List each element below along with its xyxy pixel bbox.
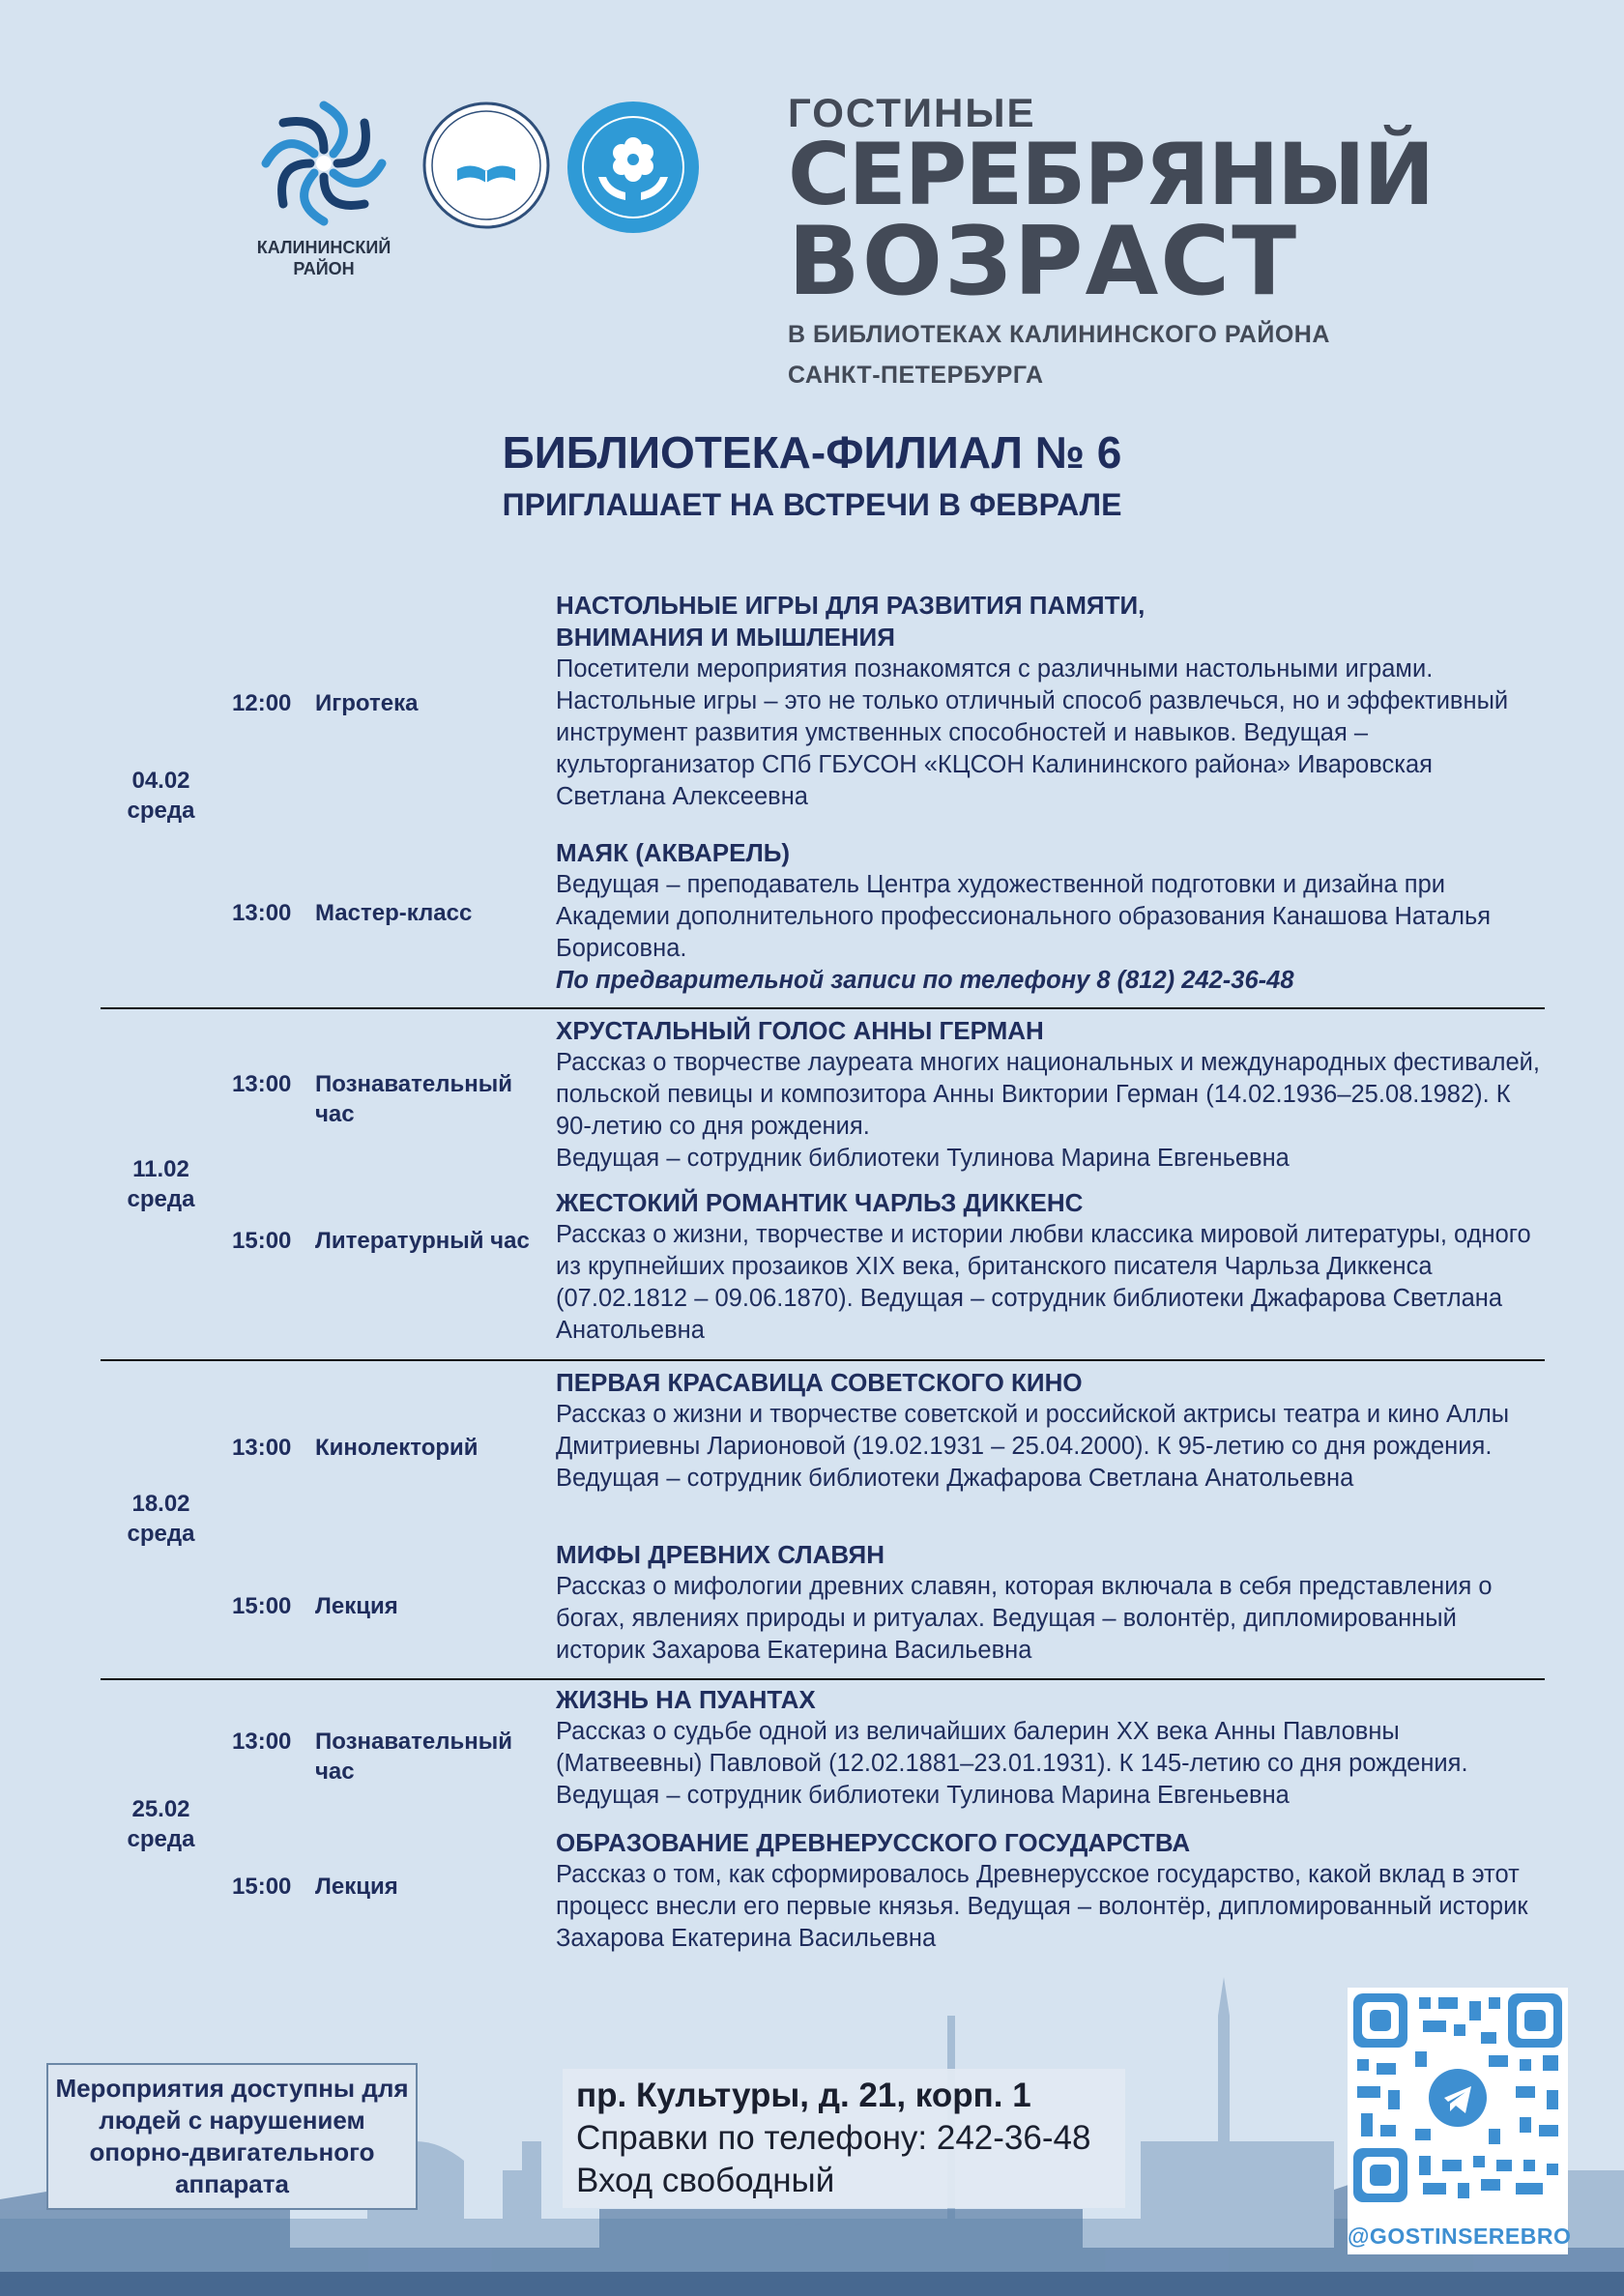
event-description: Рассказ о судьбе одной из величайших балерин XX века Анны Павловны (Матвеевны) Павловой (12.02.1881–23.01.1931). К 145-летию со дня рождения. Ведущая – сотрудник библиотеки Тулинова Марина Евгеньевна — [556, 1718, 1468, 1809]
address-box — [563, 2069, 1125, 2208]
district-caption-line1: КАЛИНИНСКИЙ — [256, 238, 392, 257]
event-time: 13:00 — [232, 1729, 292, 1755]
day-weekday: среда — [127, 798, 195, 824]
event-title: ПЕРВАЯ КРАСАВИЦА СОВЕТСКОГО КИНО — [556, 1368, 1083, 1397]
brand-line-3: ВОЗРАСТ — [788, 207, 1299, 317]
event-description: Рассказ о том, как сформировалось Древнерусское государство, какой вклад в этот процесс внесли его первые князья. Ведущая – волонтёр, дипломированный историк Захарова Екатерина Васильевна — [556, 1861, 1528, 1952]
cbs-library-logo — [420, 100, 552, 236]
event-time: 13:00 — [232, 1435, 292, 1461]
qr-code-icon — [1353, 1993, 1562, 2202]
phone-text: Справки по телефону: 242-36-48 — [576, 2119, 1091, 2157]
day-weekday: среда — [127, 1521, 195, 1547]
event-time: 15:00 — [232, 1874, 292, 1900]
kalininsky-district-logo — [246, 92, 401, 285]
event-description: Посетители мероприятия познакомятся с различными настольными играми. Настольные игры – это не только отличный способ развлечься, но и эффективный инструмент развития умственных способностей и навыков. Ведущая – культорганизатор СПб ГБУСОН «КЦСОН Калининского района» Иваровская Светлана Алексеевна — [556, 655, 1509, 810]
page-title — [0, 425, 1624, 526]
event-title: ЖЕСТОКИЙ РОМАНТИК ЧАРЛЬЗ ДИККЕНС — [556, 1188, 1084, 1217]
event-item — [101, 1535, 1545, 1667]
event-type: Игротека — [315, 690, 419, 716]
event-item — [101, 582, 1545, 824]
event-type: Кинолекторий — [315, 1435, 478, 1461]
event-schedule — [101, 582, 1545, 1968]
day-date-value: 11.02 — [132, 1156, 189, 1182]
event-description: Рассказ о мифологии древних славян, которая включала в себя представления о богах, явлениях природы и ритуалах. Ведущая – волонтёр, дипломированный историк Захарова Екатерина Васильевна — [556, 1573, 1493, 1664]
event-description: Рассказ о жизни, творчестве и истории любви классика мировой литературы, одного из крупнейших прозаиков XIX века, британского писателя Чарльза Диккенса (07.02.1812 – 09.06.1870). Ведущая – сотрудник библиотеки Джафарова Светлана Анатольевна — [556, 1221, 1531, 1344]
event-registration-note: По предварительной записи по телефону 8 (812) 242-36-48 — [556, 967, 1294, 994]
brand-line-4: В БИБЛИОТЕКАХ КАЛИНИНСКОГО РАЙОНА — [788, 321, 1330, 348]
district-caption-line2: РАЙОН — [293, 259, 355, 278]
event-title: НАСТОЛЬНЫЕ ИГРЫ ДЛЯ РАЗВИТИЯ ПАМЯТИ, ВНИМАНИЯ И МЫШЛЕНИЯ — [556, 591, 1146, 652]
event-description: Рассказ о творчестве лауреата многих национальных и международных фестивалей, польской певицы и композитора Анны Виктории Герман (14.02.1936–25.08.1982). К 90-летию со дня рождения. Ведущая – сотрудник библиотеки Тулинова Марина Евгеньевна — [556, 1049, 1540, 1172]
schedule-day — [101, 1007, 1545, 1359]
event-description: Ведущая – преподаватель Центра художественной подготовки и дизайна при Академии дополнительного профессионального образования Канашова Наталья Борисовна. — [556, 871, 1492, 962]
page-title-main: БИБЛИОТЕКА-ФИЛИАЛ № 6 — [502, 427, 1122, 478]
day-date-value: 18.02 — [131, 1491, 190, 1517]
entry-text: Вход свободный — [576, 2162, 835, 2199]
event-title: ХРУСТАЛЬНЫЙ ГОЛОС АННЫ ГЕРМАН — [556, 1016, 1044, 1045]
event-title: ОБРАЗОВАНИЕ ДРЕВНЕРУССКОГО ГОСУДАРСТВА — [556, 1828, 1191, 1857]
event-title: ЖИЗНЬ НА ПУАНТАХ — [556, 1685, 816, 1714]
event-item — [101, 1183, 1545, 1347]
hands-flower-icon — [566, 100, 701, 235]
day-date-value: 04.02 — [131, 768, 190, 794]
event-type: Литературный час — [315, 1228, 530, 1254]
brand-line-5: САНКТ-ПЕТЕРБУРГА — [788, 362, 1044, 389]
qr-code[interactable] — [1348, 1988, 1572, 2254]
event-type: Лекция — [315, 1874, 398, 1900]
event-time: 15:00 — [232, 1593, 292, 1619]
page-title-sub: ПРИГЛАШАЕТ НА ВСТРЕЧИ В ФЕВРАЛЕ — [502, 487, 1122, 522]
district-emblem-icon — [256, 96, 392, 231]
address-text: пр. Культуры, д. 21, корп. 1 — [576, 2077, 1031, 2114]
brand-line-1: ГОСТИНЫЕ — [788, 90, 1036, 135]
accessibility-notice: Мероприятия доступны для людей с нарушением опорно-двигательного аппарата — [46, 2063, 418, 2210]
event-title: МАЯК (АКВАРЕЛЬ) — [556, 838, 791, 867]
event-type: Познавательный час — [315, 1071, 512, 1127]
event-type: Познавательный час — [315, 1729, 512, 1785]
schedule-day — [101, 582, 1545, 1007]
day-date-value: 25.02 — [131, 1796, 190, 1822]
gostinye-brand-logo — [788, 90, 1434, 392]
event-title: МИФЫ ДРЕВНИХ СЛАВЯН — [556, 1540, 884, 1569]
event-time: 13:00 — [232, 1071, 292, 1097]
schedule-day — [101, 1359, 1545, 1678]
library-book-icon — [420, 100, 552, 231]
day-weekday: среда — [127, 1186, 195, 1212]
schedule-day — [101, 1678, 1545, 1968]
event-item — [101, 824, 1545, 997]
event-item — [101, 1680, 1545, 1823]
event-item — [101, 1009, 1545, 1183]
event-time: 13:00 — [232, 900, 292, 926]
event-type: Лекция — [315, 1593, 398, 1619]
brand-line-2: СЕРЕБРЯНЫЙ — [788, 125, 1434, 224]
day-weekday: среда — [127, 1826, 195, 1852]
event-time: 12:00 — [232, 690, 292, 716]
event-description: Рассказ о жизни и творчестве советской и российской актрисы театра и кино Аллы Дмитриевны Ларионовой (19.02.1931 – 25.04.2000). К 95-летию со дня рождения. Ведущая – сотрудник библиотеки Джафарова Светлана Анатольевна — [556, 1401, 1510, 1492]
event-time: 15:00 — [232, 1228, 292, 1254]
event-item — [101, 1361, 1545, 1535]
social-service-logo — [566, 100, 701, 240]
event-type: Мастер-класс — [315, 900, 473, 926]
event-item — [101, 1823, 1545, 1955]
qr-handle: @GOSTINSEREBRO — [1348, 2223, 1572, 2249]
